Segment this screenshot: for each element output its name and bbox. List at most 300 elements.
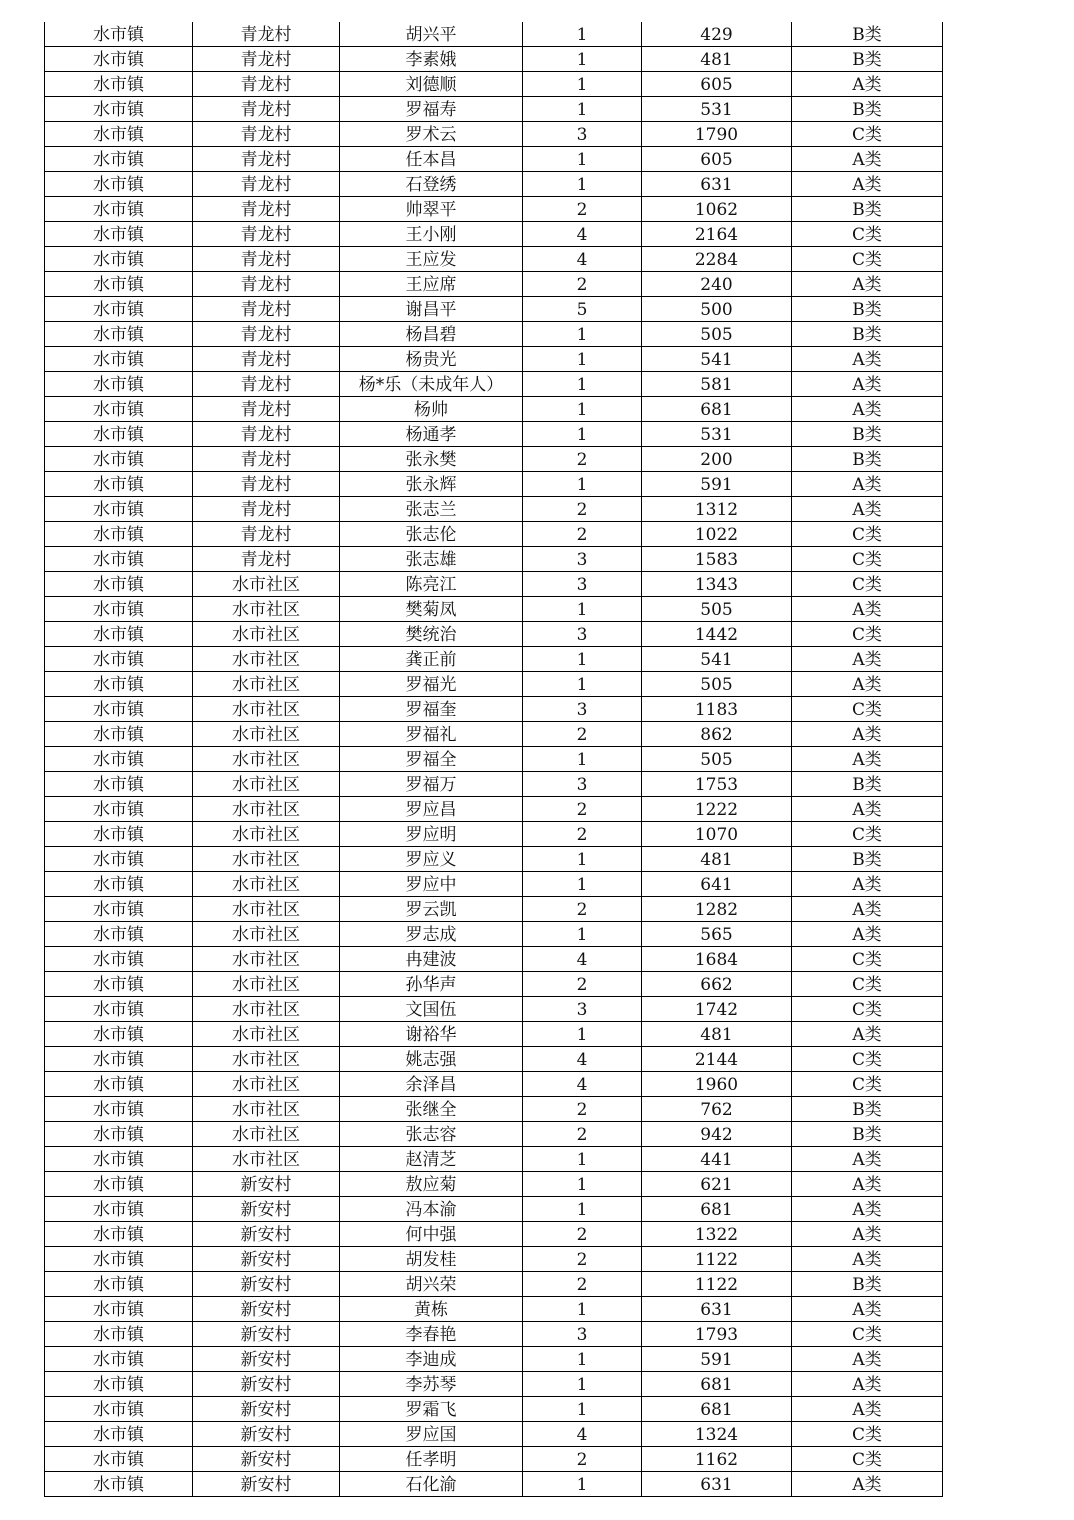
amount-cell: 641	[642, 872, 792, 897]
household-size-cell: 1	[523, 1372, 642, 1397]
name-cell: 杨*乐（未成年人）	[340, 372, 523, 397]
name-cell: 李迪成	[340, 1347, 523, 1372]
table-row	[45, 522, 943, 547]
table-row	[45, 1022, 943, 1047]
town-cell: 水市镇	[45, 747, 193, 772]
category-cell: A类	[792, 1472, 943, 1497]
category-cell: A类	[792, 272, 943, 297]
name-cell: 赵清芝	[340, 1147, 523, 1172]
name-cell: 杨贵光	[340, 347, 523, 372]
table-row	[45, 672, 943, 697]
household-size-cell: 3	[523, 1322, 642, 1347]
town-cell: 水市镇	[45, 472, 193, 497]
table-row	[45, 547, 943, 572]
name-cell: 罗志成	[340, 922, 523, 947]
table-row	[45, 1072, 943, 1097]
table-row	[45, 272, 943, 297]
amount-cell: 681	[642, 1197, 792, 1222]
category-cell: B类	[792, 97, 943, 122]
amount-cell: 505	[642, 747, 792, 772]
name-cell: 罗霜飞	[340, 1397, 523, 1422]
amount-cell: 481	[642, 1022, 792, 1047]
category-cell: C类	[792, 572, 943, 597]
amount-cell: 200	[642, 447, 792, 472]
table-row	[45, 1447, 943, 1472]
table-row	[45, 197, 943, 222]
name-cell: 王应发	[340, 247, 523, 272]
amount-cell: 1122	[642, 1272, 792, 1297]
household-size-cell: 1	[523, 1197, 642, 1222]
category-cell: B类	[792, 447, 943, 472]
village-cell: 水市社区	[193, 897, 340, 922]
category-cell: C类	[792, 997, 943, 1022]
town-cell: 水市镇	[45, 322, 193, 347]
category-cell: A类	[792, 1297, 943, 1322]
village-cell: 水市社区	[193, 922, 340, 947]
name-cell: 胡发桂	[340, 1247, 523, 1272]
household-size-cell: 1	[523, 597, 642, 622]
village-cell: 水市社区	[193, 622, 340, 647]
table-row	[45, 1247, 943, 1272]
name-cell: 陈亮江	[340, 572, 523, 597]
amount-cell: 631	[642, 1297, 792, 1322]
category-cell: C类	[792, 547, 943, 572]
name-cell: 罗应国	[340, 1422, 523, 1447]
village-cell: 水市社区	[193, 972, 340, 997]
amount-cell: 2164	[642, 222, 792, 247]
amount-cell: 862	[642, 722, 792, 747]
amount-cell: 531	[642, 97, 792, 122]
name-cell: 罗福全	[340, 747, 523, 772]
village-cell: 水市社区	[193, 797, 340, 822]
household-size-cell: 3	[523, 547, 642, 572]
amount-cell: 605	[642, 147, 792, 172]
town-cell: 水市镇	[45, 1347, 193, 1372]
household-size-cell: 1	[523, 347, 642, 372]
table-row	[45, 297, 943, 322]
amount-cell: 1070	[642, 822, 792, 847]
village-cell: 水市社区	[193, 572, 340, 597]
household-size-cell: 2	[523, 722, 642, 747]
village-cell: 青龙村	[193, 397, 340, 422]
table-row	[45, 1347, 943, 1372]
category-cell: A类	[792, 1372, 943, 1397]
category-cell: A类	[792, 1147, 943, 1172]
village-cell: 水市社区	[193, 822, 340, 847]
household-size-cell: 3	[523, 997, 642, 1022]
household-size-cell: 1	[523, 1172, 642, 1197]
name-cell: 张继全	[340, 1097, 523, 1122]
amount-cell: 429	[642, 22, 792, 47]
village-cell: 青龙村	[193, 147, 340, 172]
category-cell: B类	[792, 422, 943, 447]
village-cell: 水市社区	[193, 747, 340, 772]
household-size-cell: 2	[523, 522, 642, 547]
category-cell: B类	[792, 322, 943, 347]
household-size-cell: 4	[523, 247, 642, 272]
village-cell: 青龙村	[193, 472, 340, 497]
town-cell: 水市镇	[45, 597, 193, 622]
name-cell: 孙华声	[340, 972, 523, 997]
table-row	[45, 397, 943, 422]
name-cell: 张永辉	[340, 472, 523, 497]
name-cell: 杨帅	[340, 397, 523, 422]
village-cell: 青龙村	[193, 422, 340, 447]
category-cell: A类	[792, 72, 943, 97]
household-size-cell: 1	[523, 22, 642, 47]
village-cell: 新安村	[193, 1422, 340, 1447]
category-cell: C类	[792, 1422, 943, 1447]
household-size-cell: 1	[523, 872, 642, 897]
name-cell: 杨通孝	[340, 422, 523, 447]
amount-cell: 531	[642, 422, 792, 447]
category-cell: A类	[792, 922, 943, 947]
village-cell: 青龙村	[193, 172, 340, 197]
household-size-cell: 2	[523, 272, 642, 297]
name-cell: 罗应义	[340, 847, 523, 872]
amount-cell: 505	[642, 672, 792, 697]
village-cell: 青龙村	[193, 372, 340, 397]
village-cell: 水市社区	[193, 997, 340, 1022]
amount-cell: 1062	[642, 197, 792, 222]
name-cell: 敖应菊	[340, 1172, 523, 1197]
table-row	[45, 1322, 943, 1347]
town-cell: 水市镇	[45, 297, 193, 322]
household-size-cell: 2	[523, 197, 642, 222]
household-size-cell: 1	[523, 422, 642, 447]
table-row	[45, 222, 943, 247]
name-cell: 李苏琴	[340, 1372, 523, 1397]
village-cell: 水市社区	[193, 1047, 340, 1072]
table-row	[45, 822, 943, 847]
table-row	[45, 897, 943, 922]
household-size-cell: 2	[523, 972, 642, 997]
household-size-cell: 2	[523, 497, 642, 522]
amount-cell: 591	[642, 472, 792, 497]
name-cell: 张志雄	[340, 547, 523, 572]
amount-cell: 1583	[642, 547, 792, 572]
village-cell: 青龙村	[193, 522, 340, 547]
village-cell: 新安村	[193, 1322, 340, 1347]
category-cell: C类	[792, 222, 943, 247]
village-cell: 水市社区	[193, 772, 340, 797]
name-cell: 李春艳	[340, 1322, 523, 1347]
table-row	[45, 847, 943, 872]
category-cell: C类	[792, 1322, 943, 1347]
household-size-cell: 2	[523, 897, 642, 922]
household-size-cell: 2	[523, 1222, 642, 1247]
town-cell: 水市镇	[45, 897, 193, 922]
category-cell: A类	[792, 672, 943, 697]
town-cell: 水市镇	[45, 397, 193, 422]
town-cell: 水市镇	[45, 1272, 193, 1297]
town-cell: 水市镇	[45, 147, 193, 172]
amount-cell: 481	[642, 47, 792, 72]
name-cell: 张志伦	[340, 522, 523, 547]
name-cell: 姚志强	[340, 1047, 523, 1072]
town-cell: 水市镇	[45, 1172, 193, 1197]
village-cell: 新安村	[193, 1447, 340, 1472]
town-cell: 水市镇	[45, 72, 193, 97]
town-cell: 水市镇	[45, 797, 193, 822]
village-cell: 新安村	[193, 1372, 340, 1397]
household-size-cell: 2	[523, 1447, 642, 1472]
household-size-cell: 3	[523, 122, 642, 147]
name-cell: 石化渝	[340, 1472, 523, 1497]
town-cell: 水市镇	[45, 497, 193, 522]
town-cell: 水市镇	[45, 1322, 193, 1347]
amount-cell: 1684	[642, 947, 792, 972]
table-row	[45, 797, 943, 822]
town-cell: 水市镇	[45, 547, 193, 572]
table-body	[45, 22, 943, 1497]
name-cell: 王小刚	[340, 222, 523, 247]
name-cell: 樊菊凤	[340, 597, 523, 622]
amount-cell: 1122	[642, 1247, 792, 1272]
table-row	[45, 647, 943, 672]
category-cell: A类	[792, 747, 943, 772]
category-cell: A类	[792, 872, 943, 897]
village-cell: 新安村	[193, 1222, 340, 1247]
table-row	[45, 497, 943, 522]
amount-cell: 565	[642, 922, 792, 947]
table-row	[45, 1222, 943, 1247]
town-cell: 水市镇	[45, 1072, 193, 1097]
table-row	[45, 447, 943, 472]
category-cell: C类	[792, 622, 943, 647]
category-cell: C类	[792, 972, 943, 997]
town-cell: 水市镇	[45, 1297, 193, 1322]
village-cell: 青龙村	[193, 447, 340, 472]
category-cell: C类	[792, 247, 943, 272]
amount-cell: 2284	[642, 247, 792, 272]
table-row	[45, 47, 943, 72]
town-cell: 水市镇	[45, 447, 193, 472]
category-cell: A类	[792, 397, 943, 422]
village-cell: 青龙村	[193, 197, 340, 222]
household-size-cell: 4	[523, 1422, 642, 1447]
category-cell: C类	[792, 1072, 943, 1097]
village-cell: 青龙村	[193, 72, 340, 97]
town-cell: 水市镇	[45, 947, 193, 972]
village-cell: 水市社区	[193, 1147, 340, 1172]
table-row	[45, 422, 943, 447]
table-row	[45, 1047, 943, 1072]
household-size-cell: 3	[523, 697, 642, 722]
amount-cell: 605	[642, 72, 792, 97]
household-size-cell: 1	[523, 747, 642, 772]
village-cell: 青龙村	[193, 347, 340, 372]
town-cell: 水市镇	[45, 1022, 193, 1047]
town-cell: 水市镇	[45, 622, 193, 647]
town-cell: 水市镇	[45, 822, 193, 847]
village-cell: 水市社区	[193, 847, 340, 872]
category-cell: A类	[792, 472, 943, 497]
town-cell: 水市镇	[45, 197, 193, 222]
village-cell: 青龙村	[193, 497, 340, 522]
amount-cell: 1022	[642, 522, 792, 547]
town-cell: 水市镇	[45, 697, 193, 722]
name-cell: 罗应明	[340, 822, 523, 847]
name-cell: 罗应中	[340, 872, 523, 897]
village-cell: 水市社区	[193, 1072, 340, 1097]
town-cell: 水市镇	[45, 1472, 193, 1497]
name-cell: 余泽昌	[340, 1072, 523, 1097]
category-cell: A类	[792, 722, 943, 747]
amount-cell: 1312	[642, 497, 792, 522]
amount-cell: 621	[642, 1172, 792, 1197]
amount-cell: 541	[642, 347, 792, 372]
category-cell: C类	[792, 947, 943, 972]
amount-cell: 762	[642, 1097, 792, 1122]
town-cell: 水市镇	[45, 572, 193, 597]
amount-cell: 1343	[642, 572, 792, 597]
town-cell: 水市镇	[45, 1397, 193, 1422]
name-cell: 樊统治	[340, 622, 523, 647]
category-cell: A类	[792, 497, 943, 522]
name-cell: 杨昌碧	[340, 322, 523, 347]
household-size-cell: 3	[523, 572, 642, 597]
village-cell: 水市社区	[193, 672, 340, 697]
town-cell: 水市镇	[45, 847, 193, 872]
table-row	[45, 1297, 943, 1322]
village-cell: 青龙村	[193, 222, 340, 247]
household-size-cell: 1	[523, 1147, 642, 1172]
household-size-cell: 1	[523, 672, 642, 697]
name-cell: 冉建波	[340, 947, 523, 972]
table-row	[45, 622, 943, 647]
category-cell: C类	[792, 122, 943, 147]
table-row	[45, 1472, 943, 1497]
name-cell: 罗云凯	[340, 897, 523, 922]
village-cell: 水市社区	[193, 1022, 340, 1047]
household-size-cell: 2	[523, 1122, 642, 1147]
household-size-cell: 2	[523, 1097, 642, 1122]
village-cell: 水市社区	[193, 597, 340, 622]
amount-cell: 662	[642, 972, 792, 997]
name-cell: 龚正前	[340, 647, 523, 672]
name-cell: 文国伍	[340, 997, 523, 1022]
town-cell: 水市镇	[45, 722, 193, 747]
village-cell: 青龙村	[193, 272, 340, 297]
household-size-cell: 1	[523, 1297, 642, 1322]
household-size-cell: 5	[523, 297, 642, 322]
amount-cell: 1742	[642, 997, 792, 1022]
table-row	[45, 772, 943, 797]
name-cell: 罗应昌	[340, 797, 523, 822]
household-size-cell: 4	[523, 1047, 642, 1072]
table-row	[45, 97, 943, 122]
category-cell: A类	[792, 897, 943, 922]
name-cell: 黄栋	[340, 1297, 523, 1322]
town-cell: 水市镇	[45, 1122, 193, 1147]
household-size-cell: 1	[523, 1347, 642, 1372]
category-cell: B类	[792, 1122, 943, 1147]
table-row	[45, 247, 943, 272]
name-cell: 罗福万	[340, 772, 523, 797]
amount-cell: 2144	[642, 1047, 792, 1072]
village-cell: 青龙村	[193, 247, 340, 272]
table-row	[45, 322, 943, 347]
category-cell: C类	[792, 1447, 943, 1472]
amount-cell: 681	[642, 1372, 792, 1397]
household-size-cell: 1	[523, 1472, 642, 1497]
category-cell: A类	[792, 597, 943, 622]
category-cell: C类	[792, 697, 943, 722]
household-size-cell: 2	[523, 447, 642, 472]
category-cell: A类	[792, 347, 943, 372]
household-size-cell: 3	[523, 622, 642, 647]
category-cell: A类	[792, 372, 943, 397]
household-size-cell: 4	[523, 222, 642, 247]
table-row	[45, 372, 943, 397]
table-row	[45, 922, 943, 947]
village-cell: 新安村	[193, 1172, 340, 1197]
category-cell: A类	[792, 1397, 943, 1422]
town-cell: 水市镇	[45, 97, 193, 122]
amount-cell: 441	[642, 1147, 792, 1172]
town-cell: 水市镇	[45, 772, 193, 797]
table-row	[45, 972, 943, 997]
amount-cell: 1793	[642, 1322, 792, 1347]
name-cell: 张志容	[340, 1122, 523, 1147]
household-size-cell: 1	[523, 1022, 642, 1047]
household-size-cell: 1	[523, 172, 642, 197]
town-cell: 水市镇	[45, 1197, 193, 1222]
household-size-cell: 1	[523, 472, 642, 497]
town-cell: 水市镇	[45, 1222, 193, 1247]
amount-cell: 481	[642, 847, 792, 872]
household-size-cell: 1	[523, 47, 642, 72]
category-cell: B类	[792, 1272, 943, 1297]
name-cell: 任本昌	[340, 147, 523, 172]
household-size-cell: 4	[523, 1072, 642, 1097]
category-cell: B类	[792, 197, 943, 222]
category-cell: A类	[792, 1022, 943, 1047]
table-row	[45, 1372, 943, 1397]
name-cell: 石登绣	[340, 172, 523, 197]
table-row	[45, 1097, 943, 1122]
table-row	[45, 147, 943, 172]
category-cell: C类	[792, 822, 943, 847]
table-row	[45, 947, 943, 972]
town-cell: 水市镇	[45, 47, 193, 72]
amount-cell: 505	[642, 597, 792, 622]
category-cell: A类	[792, 1172, 943, 1197]
village-cell: 水市社区	[193, 1097, 340, 1122]
amount-cell: 1222	[642, 797, 792, 822]
village-cell: 新安村	[193, 1347, 340, 1372]
town-cell: 水市镇	[45, 647, 193, 672]
category-cell: C类	[792, 522, 943, 547]
town-cell: 水市镇	[45, 1247, 193, 1272]
category-cell: A类	[792, 1222, 943, 1247]
amount-cell: 631	[642, 1472, 792, 1497]
amount-cell: 1162	[642, 1447, 792, 1472]
name-cell: 谢裕华	[340, 1022, 523, 1047]
table-row	[45, 172, 943, 197]
name-cell: 张志兰	[340, 497, 523, 522]
table-row	[45, 72, 943, 97]
category-cell: A类	[792, 647, 943, 672]
name-cell: 胡兴荣	[340, 1272, 523, 1297]
name-cell: 罗福光	[340, 672, 523, 697]
household-size-cell: 2	[523, 1247, 642, 1272]
village-cell: 水市社区	[193, 1122, 340, 1147]
household-size-cell: 2	[523, 797, 642, 822]
name-cell: 王应席	[340, 272, 523, 297]
town-cell: 水市镇	[45, 1097, 193, 1122]
